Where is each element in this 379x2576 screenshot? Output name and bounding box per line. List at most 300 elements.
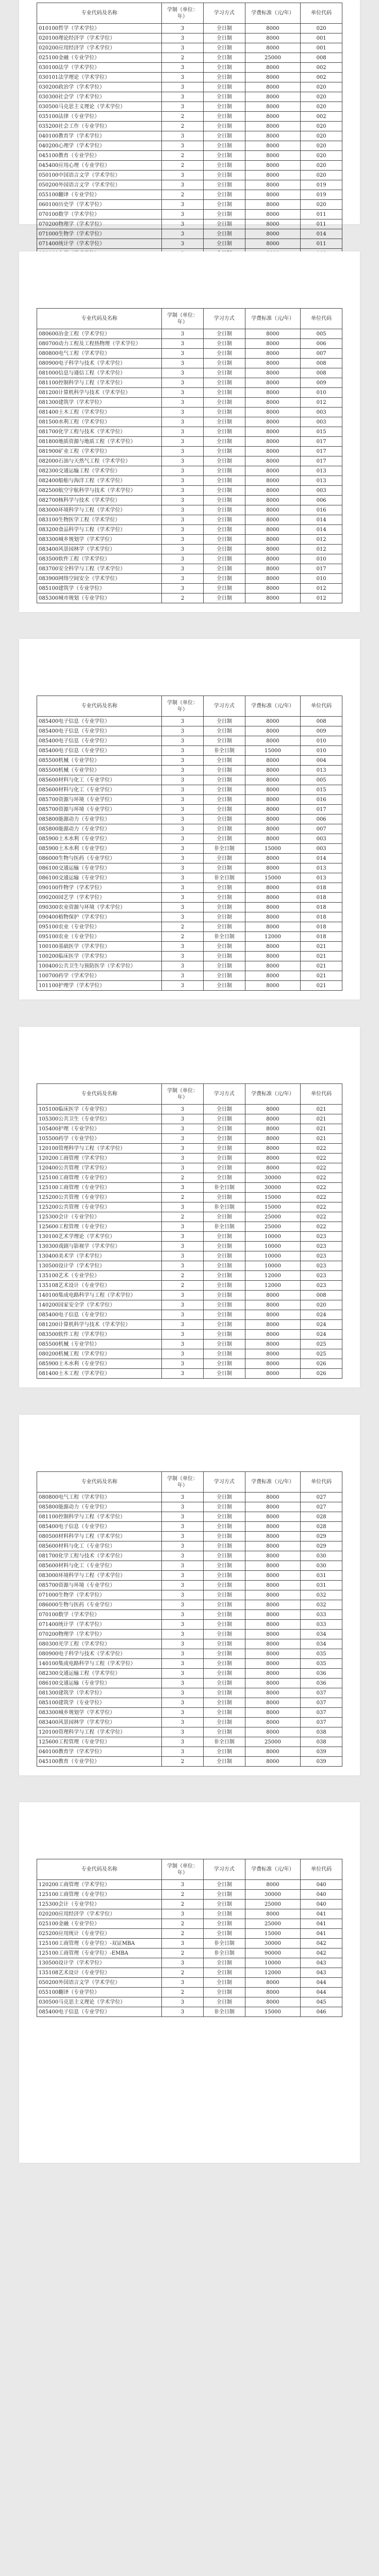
cell-fee: 8000 xyxy=(245,102,301,112)
cell-mode: 全日制 xyxy=(203,1551,245,1561)
table-row xyxy=(37,1708,342,1718)
cell-unit: 029 xyxy=(301,1532,342,1541)
table-row xyxy=(37,427,342,437)
cell-fee: 8000 xyxy=(245,1330,301,1340)
cell-major: 086100交通运输（专业学位） xyxy=(37,1679,162,1688)
cell-unit: 008 xyxy=(301,53,342,63)
cell-major: 085100建筑学（专业学位） xyxy=(37,584,162,594)
cell-duration: 3 xyxy=(162,1144,204,1154)
cell-fee: 8000 xyxy=(245,1909,301,1919)
table-row xyxy=(37,961,342,971)
cell-fee: 8000 xyxy=(245,912,301,922)
table-row xyxy=(37,971,342,981)
cell-unit: 027 xyxy=(301,1502,342,1512)
cell-duration: 2 xyxy=(162,922,204,932)
cell-duration: 3 xyxy=(162,515,204,525)
table-row xyxy=(37,1909,342,1919)
cell-fee: 12000 xyxy=(245,1271,301,1281)
table-row xyxy=(37,1105,342,1114)
table-row xyxy=(37,1639,342,1649)
table-row xyxy=(37,447,342,456)
cell-unit: 017 xyxy=(301,447,342,456)
cell-mode: 全日制 xyxy=(203,1163,245,1173)
cell-major: 120100管理科学与工程（学术学位） xyxy=(37,1727,162,1737)
cell-fee: 8000 xyxy=(245,151,301,161)
cell-duration: 3 xyxy=(162,893,204,903)
cell-fee: 8000 xyxy=(245,131,301,141)
cell-unit: 010 xyxy=(301,746,342,756)
cell-major: 085600材料与化工（专业学位） xyxy=(37,785,162,795)
cell-mode: 全日制 xyxy=(203,1880,245,1890)
cell-major: 085300城市规划（专业学位） xyxy=(37,594,162,603)
cell-fee: 8000 xyxy=(245,417,301,427)
cell-mode: 全日制 xyxy=(203,1512,245,1522)
cell-fee: 8000 xyxy=(245,1978,301,1988)
cell-fee: 8000 xyxy=(245,476,301,486)
cell-mode: 全日制 xyxy=(203,1590,245,1600)
cell-major: 086000生物与医药（专业学位） xyxy=(37,854,162,863)
cell-fee: 8000 xyxy=(245,1669,301,1679)
table-row xyxy=(37,515,342,525)
cell-fee: 8000 xyxy=(245,775,301,785)
cell-unit: 025 xyxy=(301,1349,342,1359)
cell-mode: 全日制 xyxy=(203,398,245,408)
cell-fee: 25000 xyxy=(245,1222,301,1232)
cell-duration: 2 xyxy=(162,1212,204,1222)
cell-major: 120400公共管理（学术学位） xyxy=(37,1163,162,1173)
table-row xyxy=(37,1173,342,1183)
cell-fee: 15000 xyxy=(245,1193,301,1202)
table-row xyxy=(37,229,342,239)
cell-unit: 043 xyxy=(301,1968,342,1978)
table-row xyxy=(37,408,342,417)
cell-duration: 3 xyxy=(162,1154,204,1163)
cell-unit: 031 xyxy=(301,1571,342,1581)
cell-major: 125200公共管理（专业学位） xyxy=(37,1202,162,1212)
cell-unit: 020 xyxy=(301,1300,342,1310)
table-row xyxy=(37,171,342,180)
table-row xyxy=(37,1512,342,1522)
table-row xyxy=(37,33,342,43)
cell-mode: 全日制 xyxy=(203,756,245,766)
header-row xyxy=(37,1472,342,1493)
cell-fee: 8000 xyxy=(245,1144,301,1154)
cell-unit: 027 xyxy=(301,1493,342,1502)
cell-mode: 全日制 xyxy=(203,1359,245,1369)
cell-major: 081300建筑学（学术学位） xyxy=(37,1688,162,1698)
table-row xyxy=(37,190,342,200)
cell-fee: 8000 xyxy=(245,1502,301,1512)
cell-major: 130500设计学（学术学位） xyxy=(37,1261,162,1271)
cell-major: 120100管理科学与工程（学术学位） xyxy=(37,1144,162,1154)
cell-duration: 3 xyxy=(162,746,204,756)
program-table xyxy=(37,308,342,603)
cell-unit: 024 xyxy=(301,1320,342,1330)
cell-unit: 044 xyxy=(301,1988,342,1997)
cell-fee: 8000 xyxy=(245,883,301,893)
cell-duration: 3 xyxy=(162,1541,204,1551)
cell-mode: 全日制 xyxy=(203,122,245,131)
cell-duration: 3 xyxy=(162,437,204,447)
cell-mode: 全日制 xyxy=(203,863,245,873)
cell-mode: 全日制 xyxy=(203,1698,245,1708)
cell-mode: 全日制 xyxy=(203,63,245,73)
cell-mode: 全日制 xyxy=(203,466,245,476)
cell-mode: 全日制 xyxy=(203,417,245,427)
cell-duration: 3 xyxy=(162,92,204,102)
table-row xyxy=(37,1919,342,1929)
table-row xyxy=(37,1261,342,1271)
table-row xyxy=(37,1948,342,1958)
table-row xyxy=(37,1997,342,2007)
table-row xyxy=(37,219,342,229)
cell-fee: 8000 xyxy=(245,1163,301,1173)
cell-mode: 全日制 xyxy=(203,82,245,92)
cell-major: 080200机械工程（学术学位） xyxy=(37,1349,162,1359)
cell-duration: 3 xyxy=(162,1909,204,1919)
cell-mode: 全日制 xyxy=(203,1261,245,1271)
cell-major: 095100农业（专业学位） xyxy=(37,922,162,932)
cell-mode: 全日制 xyxy=(203,1232,245,1242)
cell-mode: 全日制 xyxy=(203,554,245,564)
cell-fee: 12000 xyxy=(245,1281,301,1291)
table-row xyxy=(37,981,342,991)
cell-mode: 全日制 xyxy=(203,200,245,210)
cell-fee: 15000 xyxy=(245,746,301,756)
cell-unit: 021 xyxy=(301,1114,342,1124)
cell-major: 081800地质资源与地质工程（学术学位） xyxy=(37,437,162,447)
cell-mode: 非全日制 xyxy=(203,1222,245,1232)
header-row xyxy=(37,696,342,717)
cell-unit: 020 xyxy=(301,24,342,33)
table-row xyxy=(37,92,342,102)
cell-mode: 非全日制 xyxy=(203,932,245,942)
table-row xyxy=(37,1330,342,1340)
table-row xyxy=(37,1281,342,1291)
cell-fee: 8000 xyxy=(245,408,301,417)
cell-unit: 035 xyxy=(301,1649,342,1659)
cell-duration: 3 xyxy=(162,1512,204,1522)
cell-unit: 012 xyxy=(301,398,342,408)
cell-major: 060100历史学（学术学位） xyxy=(37,200,162,210)
table-row xyxy=(37,1232,342,1242)
cell-major: 083700安全科学与工程（学术学位） xyxy=(37,564,162,574)
table-row xyxy=(37,1958,342,1968)
cell-duration: 3 xyxy=(162,785,204,795)
header-unit: 单位代码 xyxy=(301,309,342,329)
cell-duration: 3 xyxy=(162,952,204,961)
cell-unit: 012 xyxy=(301,535,342,545)
cell-duration: 3 xyxy=(162,1561,204,1571)
cell-fee: 8000 xyxy=(245,1105,301,1114)
cell-fee: 8000 xyxy=(245,834,301,844)
cell-major: 083500软件工程（学术学位） xyxy=(37,1330,162,1340)
cell-mode: 全日制 xyxy=(203,883,245,893)
table-row xyxy=(37,893,342,903)
cell-fee: 8000 xyxy=(245,33,301,43)
table-row xyxy=(37,824,342,834)
cell-mode: 全日制 xyxy=(203,368,245,378)
header-unit: 单位代码 xyxy=(301,1084,342,1105)
cell-unit: 009 xyxy=(301,378,342,388)
table-row xyxy=(37,554,342,564)
cell-fee: 8000 xyxy=(245,1688,301,1698)
cell-unit: 018 xyxy=(301,893,342,903)
table-row xyxy=(37,388,342,398)
cell-duration: 3 xyxy=(162,33,204,43)
cell-mode: 全日制 xyxy=(203,359,245,368)
cell-unit: 023 xyxy=(301,1281,342,1291)
table-row xyxy=(37,1183,342,1193)
table-row xyxy=(37,1600,342,1610)
cell-major: 085500机械（专业学位） xyxy=(37,1340,162,1349)
program-table xyxy=(37,1083,342,1379)
header-duration: 学制（单位：年） xyxy=(162,1859,204,1880)
table-row xyxy=(37,873,342,883)
cell-duration: 2 xyxy=(162,161,204,171)
cell-major: 120200工商管理（学术学位） xyxy=(37,1880,162,1890)
cell-unit: 002 xyxy=(301,112,342,122)
cell-duration: 3 xyxy=(162,717,204,726)
cell-major: 050200外国语言文学（学术学位） xyxy=(37,1978,162,1988)
cell-fee: 8000 xyxy=(245,43,301,53)
cell-unit: 023 xyxy=(301,1261,342,1271)
cell-major: 081100控制科学与工程（学术学位） xyxy=(37,1512,162,1522)
cell-mode: 全日制 xyxy=(203,1212,245,1222)
cell-duration: 2 xyxy=(162,1929,204,1939)
cell-major: 125100工商管理（专业学位） xyxy=(37,1183,162,1193)
cell-fee: 8000 xyxy=(245,1600,301,1610)
cell-fee: 8000 xyxy=(245,1988,301,1997)
cell-unit: 022 xyxy=(301,1183,342,1193)
cell-duration: 3 xyxy=(162,1571,204,1581)
cell-unit: 019 xyxy=(301,190,342,200)
cell-fee: 8000 xyxy=(245,1300,301,1310)
table-row xyxy=(37,1522,342,1532)
cell-major: 080900电子科学与技术（学术学位） xyxy=(37,1649,162,1659)
cell-duration: 3 xyxy=(162,1493,204,1502)
cell-duration: 3 xyxy=(162,1679,204,1688)
cell-unit: 010 xyxy=(301,574,342,584)
cell-mode: 全日制 xyxy=(203,1929,245,1939)
cell-duration: 3 xyxy=(162,1349,204,1359)
cell-fee: 8000 xyxy=(245,515,301,525)
header-row xyxy=(37,3,342,24)
cell-duration: 3 xyxy=(162,883,204,893)
cell-unit: 028 xyxy=(301,1522,342,1532)
cell-duration: 3 xyxy=(162,1300,204,1310)
cell-fee: 8000 xyxy=(245,854,301,863)
cell-duration: 2 xyxy=(162,1900,204,1909)
cell-major: 080900电子科学与技术（学术学位） xyxy=(37,359,162,368)
table-row xyxy=(37,476,342,486)
cell-unit: 026 xyxy=(301,1369,342,1379)
cell-unit: 022 xyxy=(301,1202,342,1212)
header-fee: 学费标准（元/年） xyxy=(245,1472,301,1493)
table-row xyxy=(37,1163,342,1173)
cell-major: 085400电子信息（专业学位） xyxy=(37,1310,162,1320)
table-row xyxy=(37,525,342,535)
cell-fee: 8000 xyxy=(245,1541,301,1551)
table-row xyxy=(37,466,342,476)
cell-duration: 2 xyxy=(162,151,204,161)
header-unit: 单位代码 xyxy=(301,1859,342,1880)
cell-duration: 2 xyxy=(162,190,204,200)
table-row xyxy=(37,180,342,190)
cell-fee: 8000 xyxy=(245,161,301,171)
cell-major: 130100艺术学理论（学术学位） xyxy=(37,1232,162,1242)
cell-mode: 全日制 xyxy=(203,486,245,496)
cell-unit: 020 xyxy=(301,161,342,171)
cell-major: 080800电气工程（学术学位） xyxy=(37,349,162,359)
cell-unit: 013 xyxy=(301,766,342,775)
cell-mode: 全日制 xyxy=(203,1310,245,1320)
cell-fee: 8000 xyxy=(245,535,301,545)
cell-mode: 全日制 xyxy=(203,1997,245,2007)
cell-mode: 全日制 xyxy=(203,427,245,437)
cell-duration: 3 xyxy=(162,863,204,873)
cell-fee: 8000 xyxy=(245,24,301,33)
cell-unit: 036 xyxy=(301,1679,342,1688)
cell-fee: 8000 xyxy=(245,1639,301,1649)
cell-unit: 003 xyxy=(301,486,342,496)
cell-duration: 3 xyxy=(162,1551,204,1561)
cell-duration: 3 xyxy=(162,349,204,359)
cell-duration: 3 xyxy=(162,359,204,368)
table-row xyxy=(37,53,342,63)
cell-duration: 3 xyxy=(162,180,204,190)
cell-unit: 037 xyxy=(301,1688,342,1698)
cell-unit: 043 xyxy=(301,1958,342,1968)
cell-unit: 013 xyxy=(301,873,342,883)
table-row xyxy=(37,1581,342,1590)
cell-fee: 8000 xyxy=(245,505,301,515)
header-fee: 学费标准（元/年） xyxy=(245,1084,301,1105)
cell-fee: 8000 xyxy=(245,359,301,368)
header-mode: 学习方式 xyxy=(203,696,245,717)
cell-mode: 全日制 xyxy=(203,1978,245,1988)
cell-duration: 3 xyxy=(162,1978,204,1988)
cell-fee: 8000 xyxy=(245,726,301,736)
cell-major: 081900矿业工程（学术学位） xyxy=(37,447,162,456)
cell-major: 025100金融（专业学位） xyxy=(37,1919,162,1929)
cell-mode: 全日制 xyxy=(203,574,245,584)
cell-fee: 8000 xyxy=(245,815,301,824)
cell-fee: 12000 xyxy=(245,1968,301,1978)
cell-duration: 3 xyxy=(162,1590,204,1600)
cell-mode: 全日制 xyxy=(203,378,245,388)
cell-mode: 全日制 xyxy=(203,112,245,122)
cell-major: 085700资源与环境（专业学位） xyxy=(37,795,162,805)
cell-duration: 3 xyxy=(162,834,204,844)
cell-mode: 全日制 xyxy=(203,1620,245,1630)
cell-mode: 全日制 xyxy=(203,952,245,961)
cell-mode: 全日制 xyxy=(203,805,245,815)
cell-unit: 038 xyxy=(301,1727,342,1737)
cell-fee: 8000 xyxy=(245,981,301,991)
cell-duration: 3 xyxy=(162,24,204,33)
cell-major: 085800能源动力（专业学位） xyxy=(37,824,162,834)
cell-duration: 3 xyxy=(162,1532,204,1541)
table-row xyxy=(37,1880,342,1890)
cell-duration: 2 xyxy=(162,1948,204,1958)
table-row xyxy=(37,1968,342,1978)
cell-fee: 8000 xyxy=(245,1757,301,1767)
cell-major: 025100金融（专业学位） xyxy=(37,53,162,63)
cell-fee: 8000 xyxy=(245,1649,301,1659)
cell-mode: 全日制 xyxy=(203,1522,245,1532)
table-row xyxy=(37,1144,342,1154)
cell-mode: 全日制 xyxy=(203,766,245,775)
cell-unit: 022 xyxy=(301,1154,342,1163)
cell-fee: 8000 xyxy=(245,1349,301,1359)
table-container xyxy=(37,1083,342,1379)
cell-mode: 全日制 xyxy=(203,408,245,417)
program-table xyxy=(37,1471,342,1767)
cell-fee: 8000 xyxy=(245,824,301,834)
cell-unit: 022 xyxy=(301,1193,342,1202)
cell-unit: 010 xyxy=(301,388,342,398)
cell-major: 125100工商管理（专业学位）-双证MBA xyxy=(37,1939,162,1948)
cell-duration: 3 xyxy=(162,1708,204,1718)
cell-duration: 3 xyxy=(162,1261,204,1271)
cell-fee: 8000 xyxy=(245,1310,301,1320)
cell-duration: 3 xyxy=(162,329,204,339)
table-row xyxy=(37,1610,342,1620)
cell-mode: 全日制 xyxy=(203,1300,245,1310)
cell-fee: 8000 xyxy=(245,1571,301,1581)
table-row xyxy=(37,903,342,912)
table-row xyxy=(37,1659,342,1669)
cell-duration: 3 xyxy=(162,43,204,53)
cell-major: 100100基础医学（学术学位） xyxy=(37,942,162,952)
table-row xyxy=(37,766,342,775)
cell-major: 083400风景园林学（学术学位） xyxy=(37,545,162,554)
cell-mode: 全日制 xyxy=(203,92,245,102)
cell-duration: 3 xyxy=(162,1630,204,1639)
cell-duration: 3 xyxy=(162,408,204,417)
cell-major: 125100工商管理（专业学位） xyxy=(37,1890,162,1900)
cell-unit: 020 xyxy=(301,141,342,151)
table-row xyxy=(37,795,342,805)
cell-mode: 全日制 xyxy=(203,1281,245,1291)
table-row xyxy=(37,1502,342,1512)
table-row xyxy=(37,1737,342,1747)
table-row xyxy=(37,726,342,736)
cell-fee: 8000 xyxy=(245,564,301,574)
cell-mode: 全日制 xyxy=(203,961,245,971)
cell-major: 070100数学（学术学位） xyxy=(37,210,162,219)
cell-duration: 3 xyxy=(162,1610,204,1620)
cell-unit: 007 xyxy=(301,824,342,834)
program-table xyxy=(37,696,342,991)
cell-major: 040100教育学（学术学位） xyxy=(37,1747,162,1757)
cell-fee: 8000 xyxy=(245,329,301,339)
cell-major: 125100工商管理（专业学位） xyxy=(37,1173,162,1183)
cell-duration: 3 xyxy=(162,1747,204,1757)
cell-mode: 全日制 xyxy=(203,1909,245,1919)
cell-major: 085400电子信息（专业学位） xyxy=(37,726,162,736)
cell-unit: 021 xyxy=(301,981,342,991)
cell-fee: 8000 xyxy=(245,554,301,564)
cell-fee: 8000 xyxy=(245,92,301,102)
cell-fee: 8000 xyxy=(245,388,301,398)
cell-unit: 023 xyxy=(301,1251,342,1261)
cell-unit: 009 xyxy=(301,726,342,736)
cell-unit: 010 xyxy=(301,736,342,746)
cell-mode: 全日制 xyxy=(203,1581,245,1590)
cell-fee: 8000 xyxy=(245,1659,301,1669)
